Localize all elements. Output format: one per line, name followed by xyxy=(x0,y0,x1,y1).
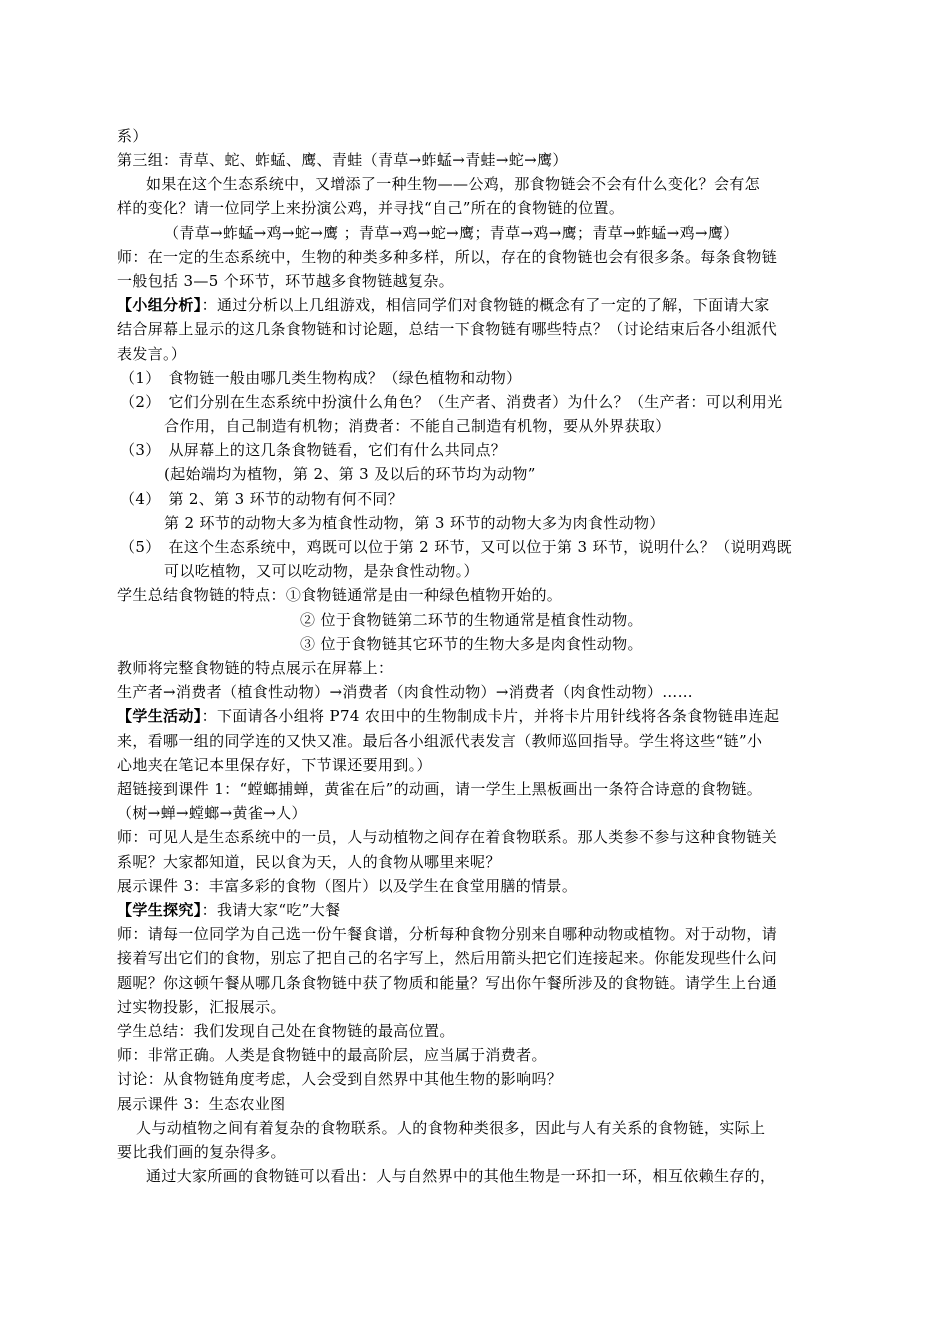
text-line: 样的变化？请一位同学上来扮演公鸡，并寻找“自己”所在的食物链的位置。 xyxy=(117,199,625,217)
list-item: （4） 第 2、第 3 环节的动物有何不同？ xyxy=(120,490,404,508)
text-line: ② 位于食物链第二环节的生物通常是植食性动物。 xyxy=(300,611,643,629)
text-line: 展示课件 3：丰富多彩的食物（图片）以及学生在食堂用膳的情景。 xyxy=(117,877,578,895)
text-line: （树→蝉→螳螂→黄雀→人） xyxy=(117,804,307,822)
list-item: （5） 在这个生态系统中，鸡既可以位于第 2 环节，又可以位于第 3 环节，说明什么？（说明鸡既 xyxy=(120,538,793,556)
section-heading: 【小组分析】：通过分析以上几组游戏，相信同学们对食物链的概念有了一定的了解，下面请大家 xyxy=(117,296,770,314)
section-heading: 【学生探究】：我请大家“吃”大餐 xyxy=(117,901,341,919)
text-line: 师：在一定的生态系统中，生物的种类多种多样，所以，存在的食物链也会有很多条。每条食物链 xyxy=(117,248,778,266)
text-line: (起始端均为植物，第 2、第 3 及以后的环节均为动物” xyxy=(164,465,536,483)
text-line: 学生总结食物链的特点：①食物链通常是由一种绿色植物开始的。 xyxy=(117,586,563,604)
text-line: 如果在这个生态系统中，又增添了一种生物——公鸡，那食物链会不会有什么变化？会有怎 xyxy=(146,175,761,193)
text-line: 来，看哪一组的同学连的又快又准。最后各小组派代表发言（教师巡回指导。学生将这些“链”小 xyxy=(117,732,763,750)
text-line: 系） xyxy=(117,127,148,145)
text-line: 师：非常正确。人类是食物链中的最高阶层，应当属于消费者。 xyxy=(117,1046,547,1064)
text-line: 系呢？大家都知道，民以食为天，人的食物从哪里来呢？ xyxy=(117,853,501,871)
text-line: 接着写出它们的食物，别忘了把自己的名字写上，然后用箭头把它们连接起来。你能发现些什么问 xyxy=(117,949,778,967)
text-line: ③ 位于食物链其它环节的生物大多是肉食性动物。 xyxy=(300,635,643,653)
text-line: 过实物投影，汇报展示。 xyxy=(117,998,286,1016)
text-line: 第三组：青草、蛇、蚱蜢、鹰、青蛙（青草→蚱蜢→青蛙→蛇→鹰） xyxy=(117,151,568,169)
text-line: （青草→蚱蜢→鸡→蛇→鹰 ；青草→鸡→蛇→鹰；青草→鸡→鹰；青草→蚱蜢→鸡→鹰） xyxy=(164,224,739,242)
section-heading: 【学生活动】：下面请各小组将 P74 农田中的生物制成卡片，并将卡片用针线将各条食物链串连起 xyxy=(117,707,780,725)
text-line: 师：请每一位同学为自己选一份午餐食谱，分析每种食物分别来自哪种动物或植物。对于动物，请 xyxy=(117,925,778,943)
text-line: 师：可见人是生态系统中的一员，人与动植物之间存在着食物联系。那人类参不参与这种食物链关 xyxy=(117,828,778,846)
text-line: 可以吃植物，又可以吃动物，是杂食性动物。） xyxy=(164,562,479,580)
list-item: （3） 从屏幕上的这几条食物链看，它们有什么共同点？ xyxy=(120,441,507,459)
text-line: 结合屏幕上显示的这几条食物链和讨论题，总结一下食物链有哪些特点？（讨论结束后各小组派代 xyxy=(117,320,778,338)
text-line: 生产者→消费者（植食性动物）→消费者（肉食性动物）→消费者（肉食性动物）…… xyxy=(117,683,694,701)
list-item: （2） 它们分别在生态系统中扮演什么角色？（生产者、消费者）为什么？（生产者：可以利用光 xyxy=(120,393,783,411)
text-line: 要比我们画的复杂得多。 xyxy=(117,1143,286,1161)
text-line: 合作用，自己制造有机物；消费者：不能自己制造有机物，要从外界获取） xyxy=(164,417,671,435)
text-line: 人与动植物之间有着复杂的食物联系。人的食物种类很多，因此与人有关系的食物链，实际上 xyxy=(136,1119,766,1137)
text-line: 表发言。） xyxy=(117,345,187,363)
text-line: 展示课件 3：生态农业图 xyxy=(117,1095,286,1113)
text-line: 讨论：从食物链角度考虑，人会受到自然界中其他生物的影响吗？ xyxy=(117,1070,563,1088)
text-line: 教师将完整食物链的特点展示在屏幕上： xyxy=(117,659,394,677)
text-line: 超链接到课件 1：“螳螂捕蝉，黄雀在后”的动画，请一学生上黑板画出一条符合诗意的食物链。 xyxy=(117,780,763,798)
text-line: 题呢？你这顿午餐从哪几条食物链中获了物质和能量？写出你午餐所涉及的食物链。请学生上台通 xyxy=(117,974,778,992)
text-line: 通过大家所画的食物链可以看出：人与自然界中的其他生物是一环扣一环，相互依赖生存的， xyxy=(146,1167,776,1185)
text-line: 心地夹在笔记本里保存好，下节课还要用到。） xyxy=(117,756,432,774)
text-line: 一般包括 3—5 个环节，环节越多食物链越复杂。 xyxy=(117,272,455,290)
list-item: （1） 食物链一般由哪几类生物构成？（绿色植物和动物） xyxy=(120,369,522,387)
text-line: 学生总结：我们发现自己处在食物链的最高位置。 xyxy=(117,1022,455,1040)
text-line: 第 2 环节的动物大多为植食性动物，第 3 环节的动物大多为肉食性动物） xyxy=(164,514,665,532)
